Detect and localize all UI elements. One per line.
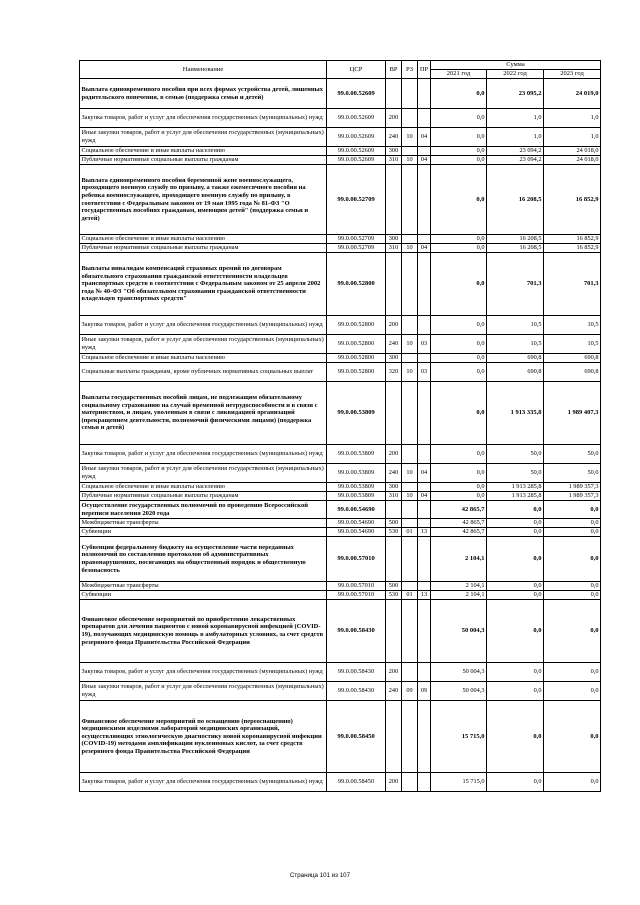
row-value-2022: 1,0	[487, 128, 544, 147]
row-vr: 300	[386, 354, 402, 363]
row-value-2022: 23 094,2	[487, 147, 544, 156]
row-csr: 99.0.00.57010	[327, 591, 386, 600]
row-value-2022: 0,0	[487, 591, 544, 600]
row-pr: 03	[418, 363, 431, 382]
row-vr: 300	[386, 483, 402, 492]
row-value-2023: 690,8	[544, 354, 601, 363]
row-rz	[402, 79, 418, 109]
row-value-2023: 0,0	[544, 682, 601, 701]
header-vr: ВР	[386, 61, 402, 79]
row-rz	[402, 663, 418, 682]
row-value-2023: 0,0	[544, 701, 601, 773]
row-rz	[402, 445, 418, 464]
row-rz: 10	[402, 244, 418, 253]
table-row	[80, 663, 601, 682]
row-value-2022: 16 208,5	[487, 244, 544, 253]
row-value-2023: 0,0	[544, 591, 601, 600]
row-rz	[402, 253, 418, 316]
row-value-2021: 0,0	[431, 253, 487, 316]
row-vr: 240	[386, 128, 402, 147]
row-vr: 240	[386, 464, 402, 483]
row-value-2022: 23 094,2	[487, 156, 544, 165]
row-rz: 10	[402, 492, 418, 501]
table-row	[80, 492, 601, 501]
table-row	[80, 464, 601, 483]
row-pr	[418, 253, 431, 316]
row-value-2022: 1,0	[487, 109, 544, 128]
row-pr	[418, 501, 431, 519]
row-value-2022: 0,0	[487, 528, 544, 537]
row-value-2021: 0,0	[431, 128, 487, 147]
row-value-2021: 0,0	[431, 354, 487, 363]
row-value-2023: 16 852,9	[544, 165, 601, 235]
row-rz	[402, 354, 418, 363]
row-name: Закупка товаров, работ и услуг для обеспечения государственных (муниципальных) нужд	[80, 663, 327, 682]
row-pr	[418, 445, 431, 464]
row-value-2022: 0,0	[487, 600, 544, 663]
row-value-2023: 0,0	[544, 537, 601, 582]
row-rz	[402, 235, 418, 244]
row-name: Закупка товаров, работ и услуг для обеспечения государственных (муниципальных) нужд	[80, 773, 327, 792]
row-vr	[386, 253, 402, 316]
row-value-2023: 24 018,0	[544, 147, 601, 156]
row-vr: 320	[386, 363, 402, 382]
row-name: Финансовое обеспечение мероприятий по приобретению лекарственных препаратов для лечения пациентов с новой коронавирусной инфекцией (COVID-19), получающих медицинскую помощь в амбулаторных условиях, за счет средств резервного фонда Правительства Российской Федерации	[80, 600, 327, 663]
row-value-2022: 0,0	[487, 773, 544, 792]
row-rz	[402, 773, 418, 792]
row-value-2021: 15 715,0	[431, 701, 487, 773]
row-value-2021: 0,0	[431, 235, 487, 244]
row-value-2022: 0,0	[487, 701, 544, 773]
row-name: Финансовое обеспечение мероприятий по оснащению (переоснащению) медицинскими изделиями лабораторий медицинских организаций, осуществляющих этиологическую диагностику новой коронавирусной инфекции (COVID-19) методами амплификации нуклеиновых кислот, за счет средств резервного фонда Правительства Российской Федерации	[80, 701, 327, 773]
row-value-2021: 0,0	[431, 165, 487, 235]
row-value-2022: 1 913 285,8	[487, 483, 544, 492]
row-vr	[386, 382, 402, 445]
row-name: Выплата единовременного пособия при всех формах устройства детей, лишенных родительского попечения, в семью (поддержка семьи и детей)	[80, 79, 327, 109]
row-csr: 99.0.00.52800	[327, 316, 386, 335]
row-csr: 99.0.00.52609	[327, 109, 386, 128]
row-csr: 99.0.00.53809	[327, 382, 386, 445]
row-vr: 240	[386, 682, 402, 701]
row-value-2023: 1 989 357,3	[544, 492, 601, 501]
row-name: Выплата единовременного пособия беременной жене военнослужащего, проходящего военную службу по призыву, а также ежемесячного пособия на ребенка военнослужащего, проходящего военную службу по призыву, в соответствии с Федеральным законом от 19 мая 1995 года № 81-ФЗ "О государственных пособиях гражданам, имеющим детей" (поддержка семьи и детей)	[80, 165, 327, 235]
row-rz	[402, 483, 418, 492]
row-value-2021: 2 104,1	[431, 582, 487, 591]
row-value-2021: 2 104,1	[431, 591, 487, 600]
row-name: Социальные выплаты гражданам, кроме публичных нормативных социальных выплат	[80, 363, 327, 382]
row-value-2022: 10,5	[487, 335, 544, 354]
header-year-2021: 2021 год	[431, 70, 487, 79]
row-value-2022: 0,0	[487, 501, 544, 519]
row-csr: 99.0.00.54690	[327, 528, 386, 537]
row-csr: 99.0.00.52709	[327, 244, 386, 253]
row-vr: 310	[386, 156, 402, 165]
row-rz	[402, 165, 418, 235]
row-name: Публичные нормативные социальные выплаты гражданам	[80, 244, 327, 253]
row-csr: 99.0.00.58450	[327, 701, 386, 773]
row-vr: 240	[386, 335, 402, 354]
row-name: Иные закупки товаров, работ и услуг для обеспечения государственных (муниципальных) нужд	[80, 682, 327, 701]
table-row	[80, 501, 601, 519]
row-value-2023: 1,0	[544, 128, 601, 147]
row-name: Выплаты государственных пособий лицам, не подлежащим обязательному социальному страхованию на случай временной нетрудоспособности и в связи с материнством, и лицам, уволенным в связи с ликвидацией организаций (прекращением деятельности, полномочий физическими лицами) (поддержка семьи и детей)	[80, 382, 327, 445]
row-value-2022: 1 913 335,8	[487, 382, 544, 445]
row-value-2023: 50,0	[544, 464, 601, 483]
row-rz	[402, 600, 418, 663]
row-value-2023: 0,0	[544, 582, 601, 591]
row-pr	[418, 582, 431, 591]
table-row	[80, 235, 601, 244]
row-value-2022: 0,0	[487, 663, 544, 682]
table-row	[80, 591, 601, 600]
table-row	[80, 316, 601, 335]
row-pr	[418, 79, 431, 109]
table-body	[80, 79, 601, 792]
row-value-2021: 42 865,7	[431, 528, 487, 537]
row-name: Субвенции	[80, 528, 327, 537]
row-vr	[386, 537, 402, 582]
row-rz	[402, 109, 418, 128]
row-pr	[418, 109, 431, 128]
table-row	[80, 165, 601, 235]
row-pr: 09	[418, 682, 431, 701]
row-value-2021: 0,0	[431, 445, 487, 464]
row-value-2022: 16 208,5	[487, 235, 544, 244]
table-row	[80, 701, 601, 773]
row-vr: 200	[386, 316, 402, 335]
row-name: Закупка товаров, работ и услуг для обеспечения государственных (муниципальных) нужд	[80, 109, 327, 128]
row-pr	[418, 600, 431, 663]
row-csr: 99.0.00.52609	[327, 128, 386, 147]
row-vr	[386, 79, 402, 109]
row-vr: 310	[386, 244, 402, 253]
row-value-2021: 42 865,7	[431, 519, 487, 528]
row-pr	[418, 382, 431, 445]
row-value-2021: 0,0	[431, 79, 487, 109]
row-value-2023: 0,0	[544, 528, 601, 537]
row-pr: 04	[418, 464, 431, 483]
table-row	[80, 335, 601, 354]
row-value-2022: 0,0	[487, 582, 544, 591]
row-value-2021: 0,0	[431, 244, 487, 253]
row-value-2023: 0,0	[544, 501, 601, 519]
row-value-2022: 10,5	[487, 316, 544, 335]
row-name: Субвенции федеральному бюджету на осуществление части переданных полномочий по составлению протоколов об административных правонарушениях, посягающих на общественный порядок и общественную безопасность	[80, 537, 327, 582]
row-pr	[418, 354, 431, 363]
row-vr: 530	[386, 591, 402, 600]
row-value-2021: 0,0	[431, 316, 487, 335]
row-csr: 99.0.00.52609	[327, 147, 386, 156]
row-name: Социальное обеспечение и иные выплаты населению	[80, 147, 327, 156]
row-name: Иные закупки товаров, работ и услуг для обеспечения государственных (муниципальных) нужд	[80, 335, 327, 354]
row-rz	[402, 537, 418, 582]
row-pr: 04	[418, 492, 431, 501]
row-vr: 300	[386, 235, 402, 244]
table-row	[80, 773, 601, 792]
row-csr: 99.0.00.52709	[327, 235, 386, 244]
row-csr: 99.0.00.57010	[327, 582, 386, 591]
row-vr: 500	[386, 582, 402, 591]
row-vr	[386, 165, 402, 235]
header-pr: ПР	[418, 61, 431, 79]
row-value-2023: 690,8	[544, 363, 601, 382]
row-value-2022: 701,3	[487, 253, 544, 316]
table-row	[80, 382, 601, 445]
row-name: Субвенции	[80, 591, 327, 600]
row-rz: 10	[402, 464, 418, 483]
row-pr	[418, 235, 431, 244]
row-value-2021: 0,0	[431, 464, 487, 483]
row-value-2022: 16 208,5	[487, 165, 544, 235]
row-value-2023: 10,5	[544, 316, 601, 335]
row-vr: 310	[386, 492, 402, 501]
page-number: Страница 101 из 107	[289, 872, 351, 879]
table-row	[80, 147, 601, 156]
row-value-2022: 0,0	[487, 519, 544, 528]
row-vr: 200	[386, 109, 402, 128]
row-value-2021: 0,0	[431, 156, 487, 165]
table-row	[80, 128, 601, 147]
row-rz: 09	[402, 682, 418, 701]
row-name: Закупка товаров, работ и услуг для обеспечения государственных (муниципальных) нужд	[80, 316, 327, 335]
row-rz: 10	[402, 363, 418, 382]
table-row	[80, 519, 601, 528]
row-csr: 99.0.00.54690	[327, 519, 386, 528]
row-csr: 99.0.00.53809	[327, 464, 386, 483]
row-pr: 03	[418, 335, 431, 354]
row-value-2021: 50 004,3	[431, 600, 487, 663]
row-value-2023: 0,0	[544, 663, 601, 682]
row-rz: 10	[402, 128, 418, 147]
row-csr: 99.0.00.53809	[327, 492, 386, 501]
row-value-2023: 50,0	[544, 445, 601, 464]
row-pr	[418, 483, 431, 492]
row-csr: 99.0.00.52609	[327, 79, 386, 109]
row-pr	[418, 519, 431, 528]
table-row	[80, 483, 601, 492]
row-rz: 01	[402, 591, 418, 600]
row-value-2021: 15 715,0	[431, 773, 487, 792]
row-csr: 99.0.00.52609	[327, 156, 386, 165]
table-row	[80, 445, 601, 464]
row-rz	[402, 147, 418, 156]
row-csr: 99.0.00.57010	[327, 537, 386, 582]
header-csr: ЦСР	[327, 61, 386, 79]
row-value-2021: 0,0	[431, 382, 487, 445]
row-csr: 99.0.00.53809	[327, 483, 386, 492]
row-pr	[418, 316, 431, 335]
row-csr: 99.0.00.58430	[327, 682, 386, 701]
row-name: Осуществление государственных полномочий по проведению Всероссийской переписи населения 2020 года	[80, 501, 327, 519]
row-csr: 99.0.00.53809	[327, 445, 386, 464]
row-value-2022: 690,8	[487, 354, 544, 363]
row-value-2023: 1 989 407,3	[544, 382, 601, 445]
row-pr	[418, 663, 431, 682]
row-value-2023: 24 019,0	[544, 79, 601, 109]
row-vr	[386, 701, 402, 773]
table-row	[80, 600, 601, 663]
row-name: Выплаты инвалидам компенсаций страховых премий по договорам обязательного страхования гражданской ответственности владельцев транспортных средств в соответствии с Федеральным законом от 25 апреля 2002 года № 40-ФЗ "Об обязательном страховании гражданской ответственности владельцев транспортных средств"	[80, 253, 327, 316]
row-csr: 99.0.00.52709	[327, 165, 386, 235]
row-csr: 99.0.00.58430	[327, 600, 386, 663]
row-value-2021: 50 004,3	[431, 682, 487, 701]
row-value-2023: 10,5	[544, 335, 601, 354]
table-row	[80, 582, 601, 591]
row-name: Закупка товаров, работ и услуг для обеспечения государственных (муниципальных) нужд	[80, 445, 327, 464]
row-value-2022: 690,8	[487, 363, 544, 382]
table-row	[80, 363, 601, 382]
row-value-2023: 0,0	[544, 600, 601, 663]
table-row	[80, 682, 601, 701]
row-pr: 04	[418, 156, 431, 165]
table-row	[80, 109, 601, 128]
row-value-2021: 0,0	[431, 335, 487, 354]
header-name: Наименование	[80, 61, 327, 79]
row-value-2023: 16 852,9	[544, 235, 601, 244]
row-name: Социальное обеспечение и иные выплаты населению	[80, 354, 327, 363]
row-rz	[402, 701, 418, 773]
row-value-2021: 42 865,7	[431, 501, 487, 519]
row-vr: 200	[386, 773, 402, 792]
row-pr: 04	[418, 244, 431, 253]
header-year-2022: 2022 год	[487, 70, 544, 79]
row-rz	[402, 582, 418, 591]
row-value-2023: 16 852,9	[544, 244, 601, 253]
header-year-2023: 2023 год	[544, 70, 601, 79]
table-row	[80, 156, 601, 165]
row-vr: 530	[386, 528, 402, 537]
row-rz	[402, 519, 418, 528]
row-value-2022: 50,0	[487, 464, 544, 483]
row-vr	[386, 600, 402, 663]
row-value-2022: 0,0	[487, 682, 544, 701]
row-value-2023: 0,0	[544, 773, 601, 792]
row-csr: 99.0.00.52800	[327, 335, 386, 354]
row-csr: 99.0.00.58450	[327, 773, 386, 792]
row-name: Публичные нормативные социальные выплаты гражданам	[80, 156, 327, 165]
row-vr	[386, 501, 402, 519]
row-pr	[418, 537, 431, 582]
row-value-2023: 24 018,0	[544, 156, 601, 165]
row-value-2021: 0,0	[431, 483, 487, 492]
row-rz	[402, 501, 418, 519]
header-sum: Сумма	[431, 61, 601, 70]
row-value-2021: 2 104,1	[431, 537, 487, 582]
row-value-2023: 1 989 357,3	[544, 483, 601, 492]
row-value-2023: 1,0	[544, 109, 601, 128]
table-row	[80, 354, 601, 363]
row-pr: 04	[418, 128, 431, 147]
row-value-2021: 0,0	[431, 363, 487, 382]
row-value-2023: 701,3	[544, 253, 601, 316]
row-name: Публичные нормативные социальные выплаты гражданам	[80, 492, 327, 501]
row-value-2021: 50 004,3	[431, 663, 487, 682]
row-pr	[418, 165, 431, 235]
row-rz	[402, 382, 418, 445]
row-vr: 300	[386, 147, 402, 156]
row-name: Иные закупки товаров, работ и услуг для обеспечения государственных (муниципальных) нужд	[80, 464, 327, 483]
row-pr: 13	[418, 528, 431, 537]
row-name: Межбюджетные трансферты	[80, 519, 327, 528]
row-name: Социальное обеспечение и иные выплаты населению	[80, 235, 327, 244]
row-rz: 01	[402, 528, 418, 537]
row-csr: 99.0.00.52800	[327, 363, 386, 382]
budget-table	[79, 60, 601, 792]
table-row	[80, 528, 601, 537]
table-row	[80, 253, 601, 316]
row-pr	[418, 701, 431, 773]
row-value-2022: 23 095,2	[487, 79, 544, 109]
header-rz: РЗ	[402, 61, 418, 79]
row-vr: 200	[386, 663, 402, 682]
row-rz: 10	[402, 156, 418, 165]
row-vr: 500	[386, 519, 402, 528]
row-rz: 10	[402, 335, 418, 354]
row-pr	[418, 147, 431, 156]
row-rz	[402, 316, 418, 335]
row-csr: 99.0.00.52800	[327, 354, 386, 363]
row-name: Межбюджетные трансферты	[80, 582, 327, 591]
row-value-2021: 0,0	[431, 492, 487, 501]
row-value-2022: 50,0	[487, 445, 544, 464]
row-value-2021: 0,0	[431, 147, 487, 156]
row-csr: 99.0.00.52800	[327, 253, 386, 316]
row-name: Социальное обеспечение и иные выплаты населению	[80, 483, 327, 492]
row-csr: 99.0.00.58430	[327, 663, 386, 682]
row-name: Иные закупки товаров, работ и услуг для обеспечения государственных (муниципальных) нужд	[80, 128, 327, 147]
table-row	[80, 244, 601, 253]
table-row	[80, 537, 601, 582]
table-row	[80, 79, 601, 109]
row-value-2021: 0,0	[431, 109, 487, 128]
row-vr: 200	[386, 445, 402, 464]
row-csr: 99.0.00.54690	[327, 501, 386, 519]
row-pr	[418, 773, 431, 792]
row-value-2022: 1 913 285,8	[487, 492, 544, 501]
row-value-2022: 0,0	[487, 537, 544, 582]
row-value-2023: 0,0	[544, 519, 601, 528]
row-pr: 13	[418, 591, 431, 600]
